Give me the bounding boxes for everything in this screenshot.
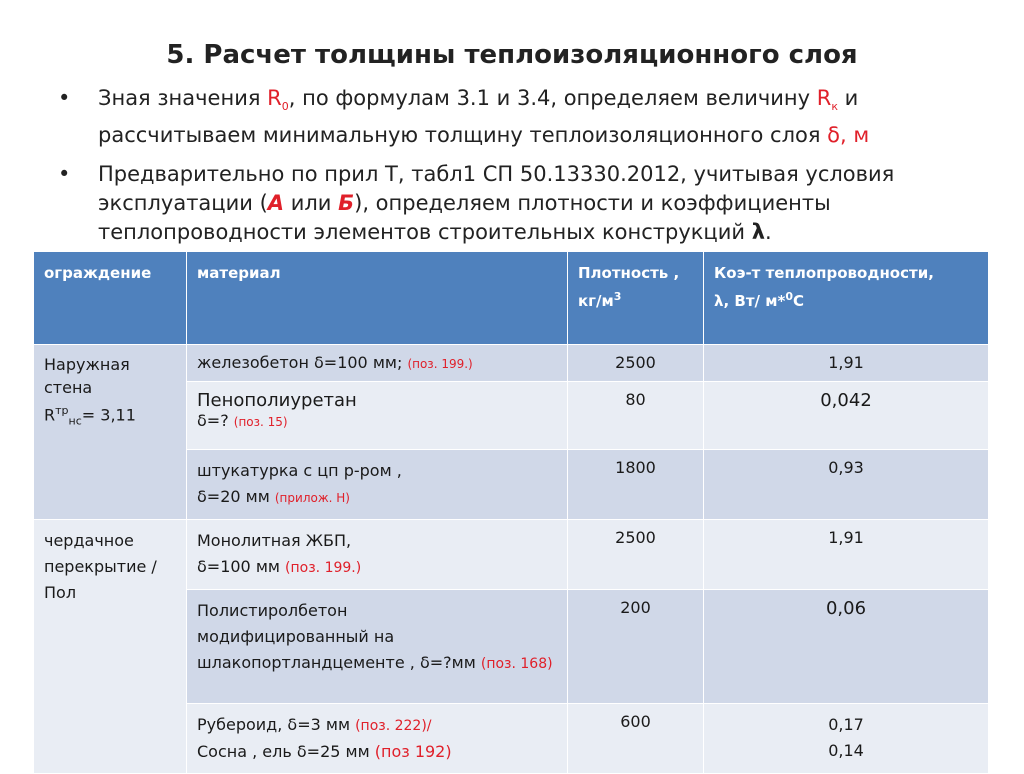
r0-symbol: $R_0$ — [267, 86, 289, 114]
density-cell: 200 — [568, 590, 704, 704]
bullet1-text-1: Зная значения — [98, 86, 268, 110]
material-cell: Пенополиуретан δ=? (поз. 15) — [187, 382, 568, 450]
bullet2-text-1: Предварительно по прил Т, табл1 СП 50.13330.2012, учитывая условия эксплуатации ( — [98, 162, 895, 216]
density-cell: 1800 — [568, 450, 704, 520]
rk-symbol: $R_к$ — [816, 86, 838, 114]
material-cell: Монолитная ЖБП, δ=100 мм (поз. 199.) — [187, 520, 568, 590]
material-cell: железобетон δ=100 мм; (поз. 199.) — [187, 345, 568, 382]
conductivity-cell: 0,06 — [704, 590, 989, 704]
table-row — [34, 345, 989, 382]
materials-table — [33, 251, 989, 774]
conductivity-cell: 0,17 0,14 — [704, 704, 989, 774]
condition-b: Б — [338, 191, 355, 216]
conductivity-cell: 0,042 — [704, 382, 989, 450]
bullet-dot-icon: • — [58, 162, 71, 187]
lambda-symbol: λ — [751, 220, 765, 245]
bullet1-text-2: , по формулам 3.1 и 3.4, определяем величину — [288, 86, 817, 110]
bullet2-end: . — [765, 220, 772, 245]
group-attic-floor: чердачное перекрытие / Пол — [34, 520, 187, 774]
header-density: Плотность , $кг/м^3$ — [568, 252, 704, 345]
bullet2-text-2: ), определяем плотности и коэффициенты теплопроводности элементов строительных конструкций — [98, 191, 831, 245]
table-header-row — [34, 252, 989, 345]
material-cell: штукатурка с цп р-ром , δ=20 мм (прилож. Н) — [187, 450, 568, 520]
bullet2-text-mid: или — [284, 191, 339, 216]
bullet1-text-3: и рассчитываем минимальную толщину теплоизоляционного слоя — [98, 86, 859, 148]
bullet-list — [58, 84, 988, 257]
conductivity-cell: 1,91 — [704, 520, 989, 590]
material-cell: Полистиролбетон модифицированный на шлакопортландцементе , δ=?мм (поз. 168) — [187, 590, 568, 704]
bullet-item-2 — [58, 160, 988, 247]
header-conductivity: Коэ-т теплопроводности, λ, Вт/ м*$^0$С — [704, 252, 989, 345]
header-material: материал — [187, 252, 568, 345]
bullet-item-1 — [58, 84, 988, 150]
table-row — [34, 520, 989, 590]
material-cell: Рубероид, δ=3 мм (поз. 222)/ Сосна , ель δ=25 мм (поз 192) — [187, 704, 568, 774]
density-cell: 80 — [568, 382, 704, 450]
density-cell: 2500 — [568, 520, 704, 590]
bullet-dot-icon: • — [58, 86, 71, 110]
condition-a: А — [267, 191, 285, 216]
conductivity-cell: 0,93 — [704, 450, 989, 520]
conductivity-cell: 1,91 — [704, 345, 989, 382]
group-exterior-wall: Наружная стена $R^{тр}_{нс}= 3,11$ — [34, 345, 187, 520]
page-title: 5. Расчет толщины теплоизоляционного слоя — [166, 40, 858, 70]
header-enclosure: ограждение — [34, 252, 187, 345]
density-cell: 2500 — [568, 345, 704, 382]
delta-symbol: δ, м — [827, 123, 870, 148]
density-cell: 600 — [568, 704, 704, 774]
